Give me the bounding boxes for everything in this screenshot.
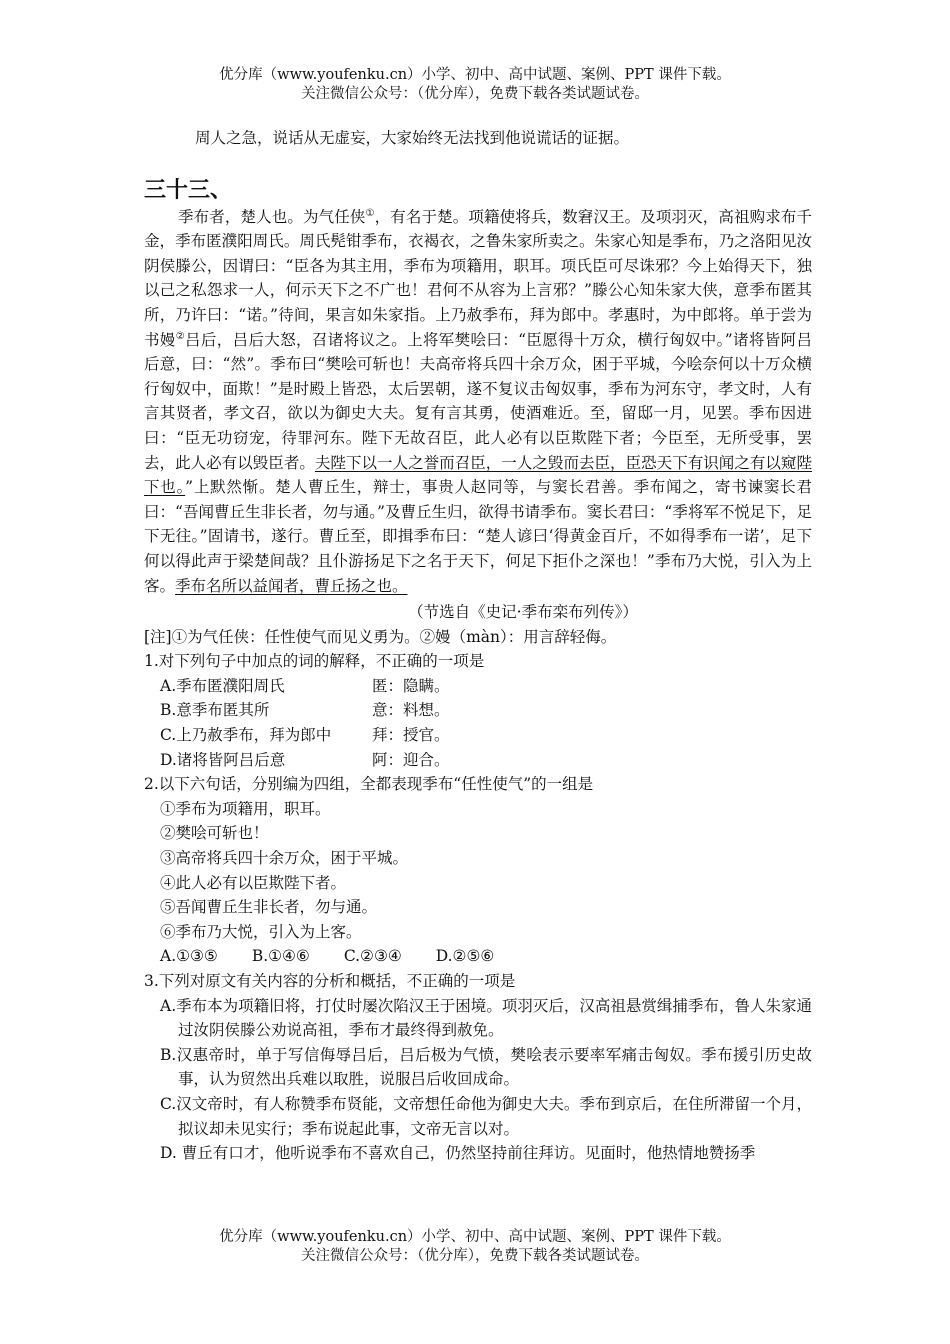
option-c-gloss: 拜：授官。 xyxy=(372,726,450,745)
question-3-option-c: C.汉文帝时，有人称赞季布贤能，文帝想任命他为御史大夫。季布到京后，在住所滞留一个月，拟议却未见实行；季布说起此事，文帝无言以对。 xyxy=(160,1094,812,1138)
question-1-option-d xyxy=(144,748,812,773)
source-citation: （节选自《史记·季布栾布列传》） xyxy=(408,603,638,622)
footer-line-2: 关注微信公众号：（优分库），免费下载各类试题试卷。 xyxy=(301,1248,649,1264)
underlined-sentence-2: 季布名所以益闻者，曹丘扬之也。 xyxy=(175,576,408,595)
question-2-choices xyxy=(144,944,812,969)
footer-line-1: 优分库（www.youfenku.cn）小学、初中、高中试题、案例、PPT 课件下载。 xyxy=(219,1229,731,1245)
question-2-sentence-4: ④此人必有以臣欺陛下者。 xyxy=(160,873,347,892)
document-body xyxy=(144,126,812,1166)
classical-passage xyxy=(144,205,812,599)
option-d-sentence: D.诸将皆阿吕后意 xyxy=(160,750,286,769)
question-2-sentence-6: ⑥季布乃大悦，引入为上客。 xyxy=(160,922,362,941)
option-c-sentence: C.上乃赦季布，拜为郎中 xyxy=(160,726,332,745)
passage-part-3: 吕后，吕后大怒，召诸将议之。上将军樊哙曰：“臣愿得十万众，横行匈奴中。”诸将皆阿吕后意，曰：“然”。季布曰“樊哙可斩也！夫高帝将兵四十余万众，困于平城，今哙奈何以十万众横行匈奴中，面欺！”是时殿上皆恐，太后罢朝，遂不复议击匈奴事，季布为河东守，孝文时，人有言其贤者，孝文召，欲以为御史大夫。复有言其勇，使酒难近。至，留邸一月，见罢。季布因进曰：“臣无功窃宠，待罪河东。陛下无故召臣，此人必有以臣欺陛下者；今臣至，无所受事，罢去，此人必有以毁臣者。 xyxy=(144,330,812,472)
passage-part-1: 季布者，楚人也。为气任侠 xyxy=(178,207,366,226)
question-1-option-b xyxy=(144,698,812,723)
option-a-gloss: 匿：隐瞒。 xyxy=(372,676,450,695)
question-1-option-c xyxy=(144,723,812,748)
footnote-marker-2: ② xyxy=(175,330,186,342)
question-2-sentence-5: ⑤吾闻曹丘生非长者，勿与通。 xyxy=(160,898,378,917)
question-2-sentence-2: ②樊哙可斩也！ xyxy=(160,824,269,843)
question-3-option-b: B.汉惠帝时，单于写信侮辱吕后，吕后极为气愤，樊哙表示要率军痛击匈奴。季布援引历史故事，认为贸然出兵难以取胜，说服吕后收回成命。 xyxy=(160,1045,812,1089)
section-title: 三十三、 xyxy=(144,177,233,203)
header-line-2: 关注微信公众号：（优分库），免费下载各类试题试卷。 xyxy=(301,86,649,102)
option-b-gloss: 意：料想。 xyxy=(372,701,450,720)
intro-paragraph: 周人之急，说话从无虚妄，大家始终无法找到他说谎话的证据。 xyxy=(195,129,630,147)
option-a-sentence: A.季布匿濮阳周氏 xyxy=(160,676,285,695)
underlined-sentence-1: 夫陛下以一人之誉而召臣，一人之毁而去臣，臣恐天下有识闻之有以窥陛下也。 xyxy=(144,453,812,497)
question-1-stem: 1.对下列句子中加点的词的解释，不正确的一项是 xyxy=(144,652,485,671)
option-d-gloss: 阿：迎合。 xyxy=(372,750,450,769)
header-line-1: 优分库（www.youfenku.cn）小学、初中、高中试题、案例、PPT 课件下载。 xyxy=(219,67,731,83)
page-footer xyxy=(0,1228,950,1266)
question-3-option-d: D. 曹丘有口才，他听说季布不喜欢自己，仍然坚持前往拜访。见面时，他热情地赞扬季 xyxy=(160,1144,756,1163)
question-3-option-a: A.季布本为项籍旧将，打仗时屡次陷汉王于困境。项羽灭后，汉高祖悬赏缉捕季布，鲁人朱家通过汝阴侯滕公劝说高祖，季布才最终得到赦免。 xyxy=(160,996,812,1040)
page-header xyxy=(0,66,950,104)
question-2-stem: 2.以下六句话，分别编为四组，全都表现季布“任性使气”的一组是 xyxy=(144,775,594,794)
question-2-choice-b: B.①④⑥ xyxy=(251,947,310,966)
question-2-sentence-3: ③高帝将兵四十余万众，困于平城。 xyxy=(160,849,409,868)
question-2-sentence-1: ①季布为项籍用，职耳。 xyxy=(160,799,331,818)
annotation-note: [注]①为气任侠：任性使气而见义勇为。②嫚（màn）：用言辞轻侮。 xyxy=(144,627,617,646)
question-1-option-a xyxy=(144,674,812,699)
question-2-choice-d: D.②⑤⑥ xyxy=(435,947,495,966)
question-2-choice-c: C.②③④ xyxy=(343,947,402,966)
passage-part-2: ，有名于楚。项籍使将兵，数窘汉王。及项羽灭，高祖购求布千金，季布匿濮阳周氏。周氏髡钳季布，衣褐衣，之鲁朱家所卖之。朱家心知是季布，乃之洛阳见汝阴侯滕公，因谓曰：“臣各为其主用，季布为项籍用，职耳。项氏臣可尽诛邪？今上始得天下，独以己之私怨求一人，何示天下之不广也！君何不从容为上言邪？”滕公心知朱家大侠，意季布匿其所，乃许曰：“诺。”待间，果言如朱家指。上乃赦季布，拜为郎中。孝惠时，为中郎将。单于尝为书嫚 xyxy=(144,207,812,349)
question-3-stem: 3.下列对原文有关内容的分析和概括，不正确的一项是 xyxy=(144,972,516,990)
option-b-sentence: B.意季布匿其所 xyxy=(160,701,270,720)
footnote-marker-1: ① xyxy=(365,207,375,219)
question-2-choice-a: A.①③⑤ xyxy=(160,947,218,966)
passage-part-4: ”上默然惭。楚人曹丘生，辩士，事贵人赵同等，与窦长君善。季布闻之，寄书谏窦长君曰：“吾闻曹丘生非长者，勿与通。”及曹丘生归，欲得书请季布。窦长君曰：“季将军不悦足下，足下无往。”固请书，遂行。曹丘至，即揖季布曰：“楚人谚曰‘得黄金百斤，不如得季布一诺’，足下何以得此声于梁楚间哉？且仆游扬足下之名于天下，何足下拒仆之深也！”季布乃大悦，引入为上客。 xyxy=(144,478,812,595)
